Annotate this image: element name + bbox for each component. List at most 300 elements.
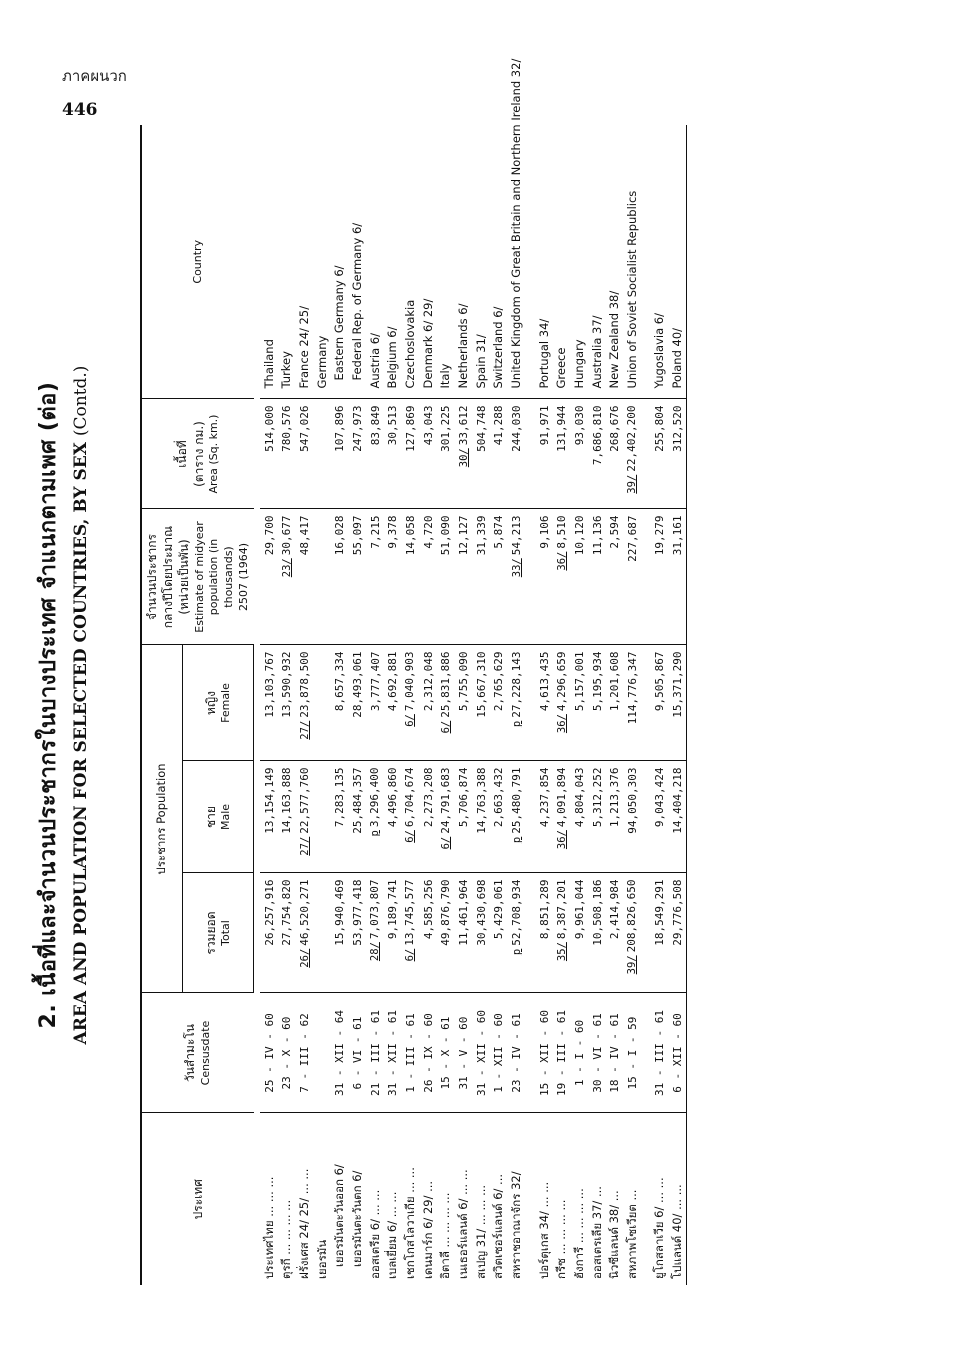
cell-censusdate xyxy=(349,993,366,1113)
cell-estimate-text: 19,279 xyxy=(653,515,667,556)
header-population-group: ประชากร Population xyxy=(141,645,183,993)
cell-censusdate xyxy=(588,993,605,1113)
cell-estimate xyxy=(349,509,366,645)
cell-censusdate-text: 1 - III - 61 xyxy=(403,1013,417,1093)
cell-female xyxy=(314,645,331,761)
cell-country-thai-text: ยูโกสลาเวีย 6/ ... ... xyxy=(652,1177,667,1279)
cell-country-thai-text: เชกโกสโลวาเกีย ... ... xyxy=(402,1167,417,1279)
table-row xyxy=(571,125,588,1285)
cell-area-text: 268,676 xyxy=(607,405,621,452)
cell-censusdate-text: 23 - X - 60 xyxy=(280,1016,294,1090)
cell-male xyxy=(669,761,687,873)
cell-estimate-text: 31,161 xyxy=(670,515,684,556)
cell-estimate-text: 55,097 xyxy=(350,515,364,556)
cell-male xyxy=(437,761,455,873)
cell-male-text: 25,480,791 xyxy=(509,767,523,834)
cell-country-english xyxy=(490,125,507,399)
cell-country-english xyxy=(349,125,366,399)
cell-female-text: 27,228,143 xyxy=(509,651,523,718)
cell-country-english xyxy=(314,125,331,399)
cell-country-english-text: Germany xyxy=(315,335,330,389)
cell-female xyxy=(401,645,419,761)
cell-female xyxy=(651,645,668,761)
table-row xyxy=(588,125,605,1285)
cell-country-english xyxy=(455,125,473,399)
cell-country-english-text: Portugal 34/ xyxy=(536,318,551,389)
cell-country-english xyxy=(260,125,277,399)
cell-area xyxy=(571,399,588,509)
cell-country-english-text: Australia 37/ xyxy=(589,315,604,389)
cell-area-text: 7,686,810 xyxy=(590,405,604,466)
cell-total xyxy=(553,873,571,993)
cell-female-text: 4,296,659 xyxy=(554,651,568,712)
cell-country-thai xyxy=(651,1113,668,1285)
cell-estimate xyxy=(384,509,401,645)
header-country-english: Country xyxy=(141,125,254,399)
cell-total xyxy=(366,873,384,993)
cell-censusdate-text: 18 - IV - 61 xyxy=(607,1013,621,1093)
cell-estimate xyxy=(314,509,331,645)
cell-estimate-text: 14,058 xyxy=(403,515,417,556)
cell-censusdate xyxy=(437,993,455,1113)
cell-country-thai-text: เดนมาร์ก 6/ 29/ ... xyxy=(420,1180,435,1279)
cell-estimate-text: 12,127 xyxy=(457,515,471,556)
cell-area xyxy=(553,399,571,509)
cell-country-english-text: Thailand xyxy=(261,339,276,389)
cell-area-text: 514,000 xyxy=(262,405,276,452)
cell-censusdate-text: 23 - IV - 61 xyxy=(510,1013,524,1093)
cell-censusdate xyxy=(669,993,687,1113)
cell-area-text: 255,804 xyxy=(653,405,667,452)
cell-female-text: 3,777,407 xyxy=(368,651,382,712)
cell-country-thai-text: ฝรั่งเศส 24/ 25/ ... ... xyxy=(297,1168,312,1279)
cell-female xyxy=(331,645,348,761)
cell-total-text: 18,549,291 xyxy=(653,879,667,946)
cell-area-text: 22,402,200 xyxy=(625,405,639,472)
table-row xyxy=(623,125,641,1285)
cell-female-text: 9,505,867 xyxy=(653,651,667,712)
cell-country-thai-text: ออสเตรเลีย 37/ ... xyxy=(589,1186,604,1279)
cell-estimate-text: 16,028 xyxy=(333,515,347,556)
cell-total xyxy=(401,873,419,993)
table-title-english-text: AREA AND POPULATION FOR SELECTED COUNTRIES, BY SEX xyxy=(71,442,91,1045)
cell-country-english xyxy=(536,125,553,399)
cell-censusdate-text: 25 - IV - 60 xyxy=(262,1013,276,1093)
cell-total xyxy=(437,873,455,993)
cell-area-text: 312,520 xyxy=(670,405,684,452)
footnote-mark: p xyxy=(369,830,381,837)
footnote-mark: 26/ xyxy=(298,948,311,968)
cell-country-thai xyxy=(419,1113,436,1285)
cell-censusdate xyxy=(473,993,490,1113)
cell-country-english xyxy=(606,125,623,399)
cell-censusdate-text: 31 - XII - 60 xyxy=(474,1009,488,1097)
cell-country-english-text: Yugoslavia 6/ xyxy=(652,313,667,389)
cell-country-thai-text: เยอรมันตะวันออก 6/ xyxy=(332,1164,347,1267)
cell-country-thai xyxy=(508,1113,526,1285)
cell-country-thai xyxy=(437,1113,455,1285)
cell-estimate xyxy=(490,509,507,645)
footnote-mark: 23/ xyxy=(280,558,293,578)
cell-censusdate-text: 31 - XII - 64 xyxy=(333,1009,347,1097)
footnote-mark: 36/ xyxy=(555,551,568,571)
cell-male-text: 5,706,874 xyxy=(457,767,471,828)
cell-male xyxy=(536,761,553,873)
cell-total-text: 26,257,916 xyxy=(262,879,276,946)
cell-country-thai xyxy=(349,1113,366,1285)
cell-total-text: 10,508,186 xyxy=(590,879,604,946)
cell-estimate-text: 8,510 xyxy=(554,515,568,549)
cell-total-text: 30,430,698 xyxy=(474,879,488,946)
cell-female xyxy=(419,645,436,761)
table-number: 2. xyxy=(36,1003,61,1029)
cell-total xyxy=(473,873,490,993)
cell-country-thai xyxy=(278,1113,296,1285)
cell-male xyxy=(606,761,623,873)
cell-female xyxy=(349,645,366,761)
cell-estimate xyxy=(278,509,296,645)
table-row xyxy=(331,125,348,1285)
table-body xyxy=(260,58,686,1285)
cell-censusdate-text: 1 - I - 60 xyxy=(573,1019,587,1087)
cell-country-thai xyxy=(623,1113,641,1285)
table-row xyxy=(455,125,473,1285)
table-row xyxy=(508,125,526,1285)
cell-estimate-text: 54,213 xyxy=(509,515,523,556)
table-row xyxy=(384,125,401,1285)
cell-area xyxy=(331,399,348,509)
table-row xyxy=(366,125,384,1285)
cell-female-text: 15,667,310 xyxy=(474,651,488,718)
cell-censusdate-text: 19 - III - 61 xyxy=(555,1009,569,1097)
cell-male-text: 14,404,218 xyxy=(670,767,684,834)
cell-country-thai-text: ออสเตรีย 6/ ... ... xyxy=(367,1189,382,1279)
cell-total xyxy=(419,873,436,993)
cell-estimate-text: 10,120 xyxy=(573,515,587,556)
cell-country-english xyxy=(571,125,588,399)
cell-area xyxy=(419,399,436,509)
cell-censusdate xyxy=(278,993,296,1113)
cell-total xyxy=(651,873,668,993)
cell-area xyxy=(278,399,296,509)
cell-total-text: 15,940,469 xyxy=(333,879,347,946)
cell-total xyxy=(384,873,401,993)
cell-country-thai-text: สหภาพโซเวียต ... xyxy=(624,1189,639,1279)
cell-country-english-text: New Zealand 38/ xyxy=(606,290,621,389)
cell-area-text: 504,748 xyxy=(474,405,488,452)
cell-female xyxy=(623,645,641,761)
cell-female xyxy=(260,645,277,761)
cell-area xyxy=(623,399,641,509)
cell-male-text: 2,663,432 xyxy=(492,767,506,828)
section-label: ภาคผนวก xyxy=(62,67,127,85)
cell-total-text: 9,189,741 xyxy=(386,879,400,940)
table-row xyxy=(553,125,571,1285)
cell-country-english xyxy=(553,125,571,399)
cell-female xyxy=(606,645,623,761)
cell-total xyxy=(588,873,605,993)
cell-area xyxy=(536,399,553,509)
cell-country-thai xyxy=(536,1113,553,1285)
cell-female-text: 5,157,001 xyxy=(573,651,587,712)
cell-censusdate-text: 26 - IX - 60 xyxy=(421,1013,435,1093)
cell-estimate-text: 31,339 xyxy=(474,515,488,556)
cell-estimate-text: 227,687 xyxy=(625,515,639,562)
cell-male xyxy=(623,761,641,873)
cell-total xyxy=(571,873,588,993)
footnote-mark: 6/ xyxy=(439,836,452,850)
title-block xyxy=(30,125,91,1285)
table-row xyxy=(437,125,455,1285)
cell-country-english xyxy=(437,125,455,399)
table-row xyxy=(669,125,687,1285)
table-row xyxy=(260,125,277,1285)
cell-total-text: 208,826,650 xyxy=(625,879,639,953)
population-table xyxy=(140,58,687,1285)
cell-country-thai xyxy=(296,1113,314,1285)
cell-country-thai-text: สหราชอาณาจักร 32/ xyxy=(509,1171,524,1279)
cell-estimate-text: 29,700 xyxy=(262,515,276,556)
cell-country-english-text: Netherlands 6/ xyxy=(456,303,471,389)
cell-female-text: 7,040,903 xyxy=(403,651,417,712)
cell-country-english-text: Denmark 6/ 29/ xyxy=(420,298,435,389)
cell-female xyxy=(278,645,296,761)
cell-country-thai-text: ประเทศไทย ... ... ... xyxy=(261,1176,276,1279)
cell-area-text: 127,869 xyxy=(403,405,417,452)
header-censusdate: วันสำมะโน Censusdate xyxy=(141,993,254,1113)
cell-total-text: 5,429,061 xyxy=(492,879,506,940)
cell-estimate xyxy=(455,509,473,645)
cell-censusdate xyxy=(553,993,571,1113)
cell-country-thai-text: สเปญ 31/ ... ... ... xyxy=(473,1184,488,1279)
cell-female xyxy=(296,645,314,761)
cell-country-english-text: France 24/ 25/ xyxy=(297,305,312,389)
row-gap xyxy=(526,125,536,1285)
cell-country-english-text: Turkey xyxy=(279,351,294,389)
footnote-mark: 33/ xyxy=(510,558,523,578)
cell-estimate xyxy=(623,509,641,645)
cell-country-english-text: Austria 6/ xyxy=(367,333,382,389)
cell-female xyxy=(553,645,571,761)
cell-censusdate xyxy=(490,993,507,1113)
cell-total xyxy=(331,873,348,993)
cell-country-thai xyxy=(606,1113,623,1285)
cell-censusdate-text: 15 - XII - 60 xyxy=(537,1009,551,1097)
cell-total xyxy=(508,873,526,993)
cell-censusdate xyxy=(455,993,473,1113)
table-row xyxy=(314,125,331,1285)
cell-male-text: 9,043,424 xyxy=(653,767,667,828)
cell-country-thai-text: เยอรมัน xyxy=(315,1239,330,1279)
table-row xyxy=(278,125,296,1285)
cell-country-english xyxy=(623,125,641,399)
cell-total xyxy=(278,873,296,993)
cell-country-thai xyxy=(588,1113,605,1285)
cell-estimate-text: 9,106 xyxy=(537,515,551,549)
cell-censusdate xyxy=(366,993,384,1113)
cell-country-thai xyxy=(331,1113,348,1285)
cell-country-thai xyxy=(571,1113,588,1285)
cell-estimate xyxy=(588,509,605,645)
cell-country-english-text: Federal Rep. of Germany 6/ xyxy=(349,222,364,381)
cell-estimate-text: 4,720 xyxy=(421,515,435,549)
cell-estimate xyxy=(331,509,348,645)
cell-male-text: 14,763,388 xyxy=(474,767,488,834)
cell-censusdate-text: 31 - XII - 61 xyxy=(386,1009,400,1097)
cell-area xyxy=(606,399,623,509)
cell-country-thai-text: โปแลนด์ 40/ ... ... xyxy=(669,1184,684,1279)
cell-area-text: 780,576 xyxy=(280,405,294,452)
cell-total-text: 53,977,418 xyxy=(350,879,364,946)
cell-male xyxy=(296,761,314,873)
cell-total-text: 46,520,271 xyxy=(297,879,311,946)
cell-country-english xyxy=(278,125,296,399)
cell-female-text: 13,103,767 xyxy=(262,651,276,718)
cell-estimate xyxy=(651,509,668,645)
cell-country-english-text: Greece xyxy=(554,347,569,389)
table-title-thai-text: เนื้อที่และจำนวนประชากรในบางประเทศ จำแนกตามเพศ (ต่อ) xyxy=(36,381,61,996)
cell-estimate xyxy=(366,509,384,645)
cell-country-english xyxy=(651,125,668,399)
header-male: ชาย Male xyxy=(183,761,254,873)
cell-censusdate-text: 15 - I - 59 xyxy=(625,1016,639,1090)
cell-country-thai xyxy=(384,1113,401,1285)
cell-area-text: 30,513 xyxy=(386,405,400,446)
cell-male-text: 94,050,303 xyxy=(625,767,639,834)
cell-male-text: 4,091,894 xyxy=(554,767,568,828)
cell-censusdate-text: 1 - XII - 60 xyxy=(492,1013,506,1093)
cell-estimate xyxy=(536,509,553,645)
cell-country-english xyxy=(473,125,490,399)
cell-censusdate-text: 21 - III - 61 xyxy=(368,1009,382,1097)
cell-male xyxy=(314,761,331,873)
cell-total xyxy=(349,873,366,993)
cell-country-english-text: Union of Soviet Socialist Republics xyxy=(624,190,639,389)
cell-male xyxy=(278,761,296,873)
cell-estimate-text: 30,677 xyxy=(279,515,293,556)
cell-area xyxy=(296,399,314,509)
footnote-mark: 35/ xyxy=(555,942,568,962)
cell-total xyxy=(314,873,331,993)
cell-total-text: 49,876,790 xyxy=(439,879,453,946)
table-row xyxy=(490,125,507,1285)
cell-country-thai-text: สวิตเซอร์แลนด์ 6/ ... xyxy=(491,1173,506,1279)
cell-male-text: 22,577,760 xyxy=(297,767,311,834)
cell-area-text: 131,944 xyxy=(555,405,569,452)
footnote-mark: 39/ xyxy=(626,474,639,494)
cell-area xyxy=(455,399,473,509)
footnote-mark: 30/ xyxy=(457,448,470,468)
footnote-mark: 27/ xyxy=(298,720,311,740)
cell-estimate xyxy=(437,509,455,645)
cell-area-text: 43,043 xyxy=(421,405,435,446)
cell-male-text: 7,283,135 xyxy=(333,767,347,828)
cell-female xyxy=(384,645,401,761)
cell-country-english-text: Eastern Germany 6/ xyxy=(332,265,347,381)
cell-female xyxy=(571,645,588,761)
cell-female xyxy=(437,645,455,761)
cell-male-text: 14,163,888 xyxy=(280,767,294,834)
cell-total xyxy=(260,873,277,993)
cell-male xyxy=(419,761,436,873)
cell-country-thai-text: ปอร์ตุเกส 34/ ... ... xyxy=(536,1181,551,1279)
cell-male-text: 4,496,860 xyxy=(386,767,400,828)
cell-female xyxy=(669,645,687,761)
cell-female-text: 23,878,500 xyxy=(297,651,311,718)
footnote-mark: 36/ xyxy=(555,830,568,850)
cell-country-english xyxy=(366,125,384,399)
table-title-contd: (Contd.) xyxy=(71,365,91,437)
cell-male-text: 13,154,149 xyxy=(262,767,276,834)
cell-country-english xyxy=(419,125,436,399)
cell-area-text: 107,896 xyxy=(333,405,347,452)
cell-male-text: 2,273,208 xyxy=(421,767,435,828)
cell-country-english-text: Hungary xyxy=(572,339,587,389)
footnote-mark: 6/ xyxy=(439,720,452,734)
cell-female-text: 114,776,347 xyxy=(625,651,639,725)
footnote-mark: 6/ xyxy=(404,714,417,727)
cell-total xyxy=(623,873,641,993)
cell-area-text: 93,030 xyxy=(573,405,587,446)
cell-country-thai xyxy=(455,1113,473,1285)
cell-area-text: 41,288 xyxy=(492,405,506,446)
cell-male xyxy=(331,761,348,873)
cell-censusdate xyxy=(331,993,348,1113)
cell-censusdate xyxy=(623,993,641,1113)
cell-estimate xyxy=(401,509,419,645)
cell-male-text: 25,484,357 xyxy=(350,767,364,834)
cell-area-text: 547,026 xyxy=(298,405,312,452)
cell-area xyxy=(473,399,490,509)
cell-male xyxy=(366,761,384,873)
cell-area xyxy=(384,399,401,509)
footnote-mark: p xyxy=(510,948,523,956)
cell-total-text: 13,745,577 xyxy=(403,879,417,946)
cell-country-english xyxy=(331,125,348,399)
cell-female xyxy=(588,645,605,761)
cell-area-text: 247,973 xyxy=(350,405,364,452)
cell-total-text: 27,754,820 xyxy=(280,879,294,946)
cell-country-thai-text: เบลเยี่ยม 6/ ... ... xyxy=(385,1191,400,1279)
cell-censusdate xyxy=(401,993,419,1113)
table-row xyxy=(473,125,490,1285)
cell-male xyxy=(349,761,366,873)
table-row xyxy=(349,125,366,1285)
cell-total-text: 11,461,964 xyxy=(457,879,471,946)
header-female: หญิง Female xyxy=(183,645,254,761)
row-gap xyxy=(641,125,651,1285)
cell-total-text: 2,414,984 xyxy=(607,879,621,940)
cell-censusdate xyxy=(296,993,314,1113)
cell-female-text: 5,195,934 xyxy=(590,651,604,712)
cell-male xyxy=(473,761,490,873)
footnote-mark: 28/ xyxy=(369,942,381,962)
cell-censusdate-text: 30 - VI - 61 xyxy=(590,1013,604,1093)
cell-estimate xyxy=(260,509,277,645)
cell-female-text: 25,831,886 xyxy=(438,651,452,718)
cell-area xyxy=(437,399,455,509)
footnote-mark: p xyxy=(510,720,523,728)
cell-censusdate xyxy=(606,993,623,1113)
cell-estimate-text: 51,090 xyxy=(439,515,453,556)
table-row xyxy=(296,125,314,1285)
cell-area-text: 301,225 xyxy=(439,405,453,452)
cell-male xyxy=(588,761,605,873)
header-country-thai: ประเทศ xyxy=(141,1113,254,1285)
table-title-english xyxy=(71,125,91,1285)
cell-male-text: 3,296,400 xyxy=(368,767,381,828)
cell-censusdate xyxy=(384,993,401,1113)
